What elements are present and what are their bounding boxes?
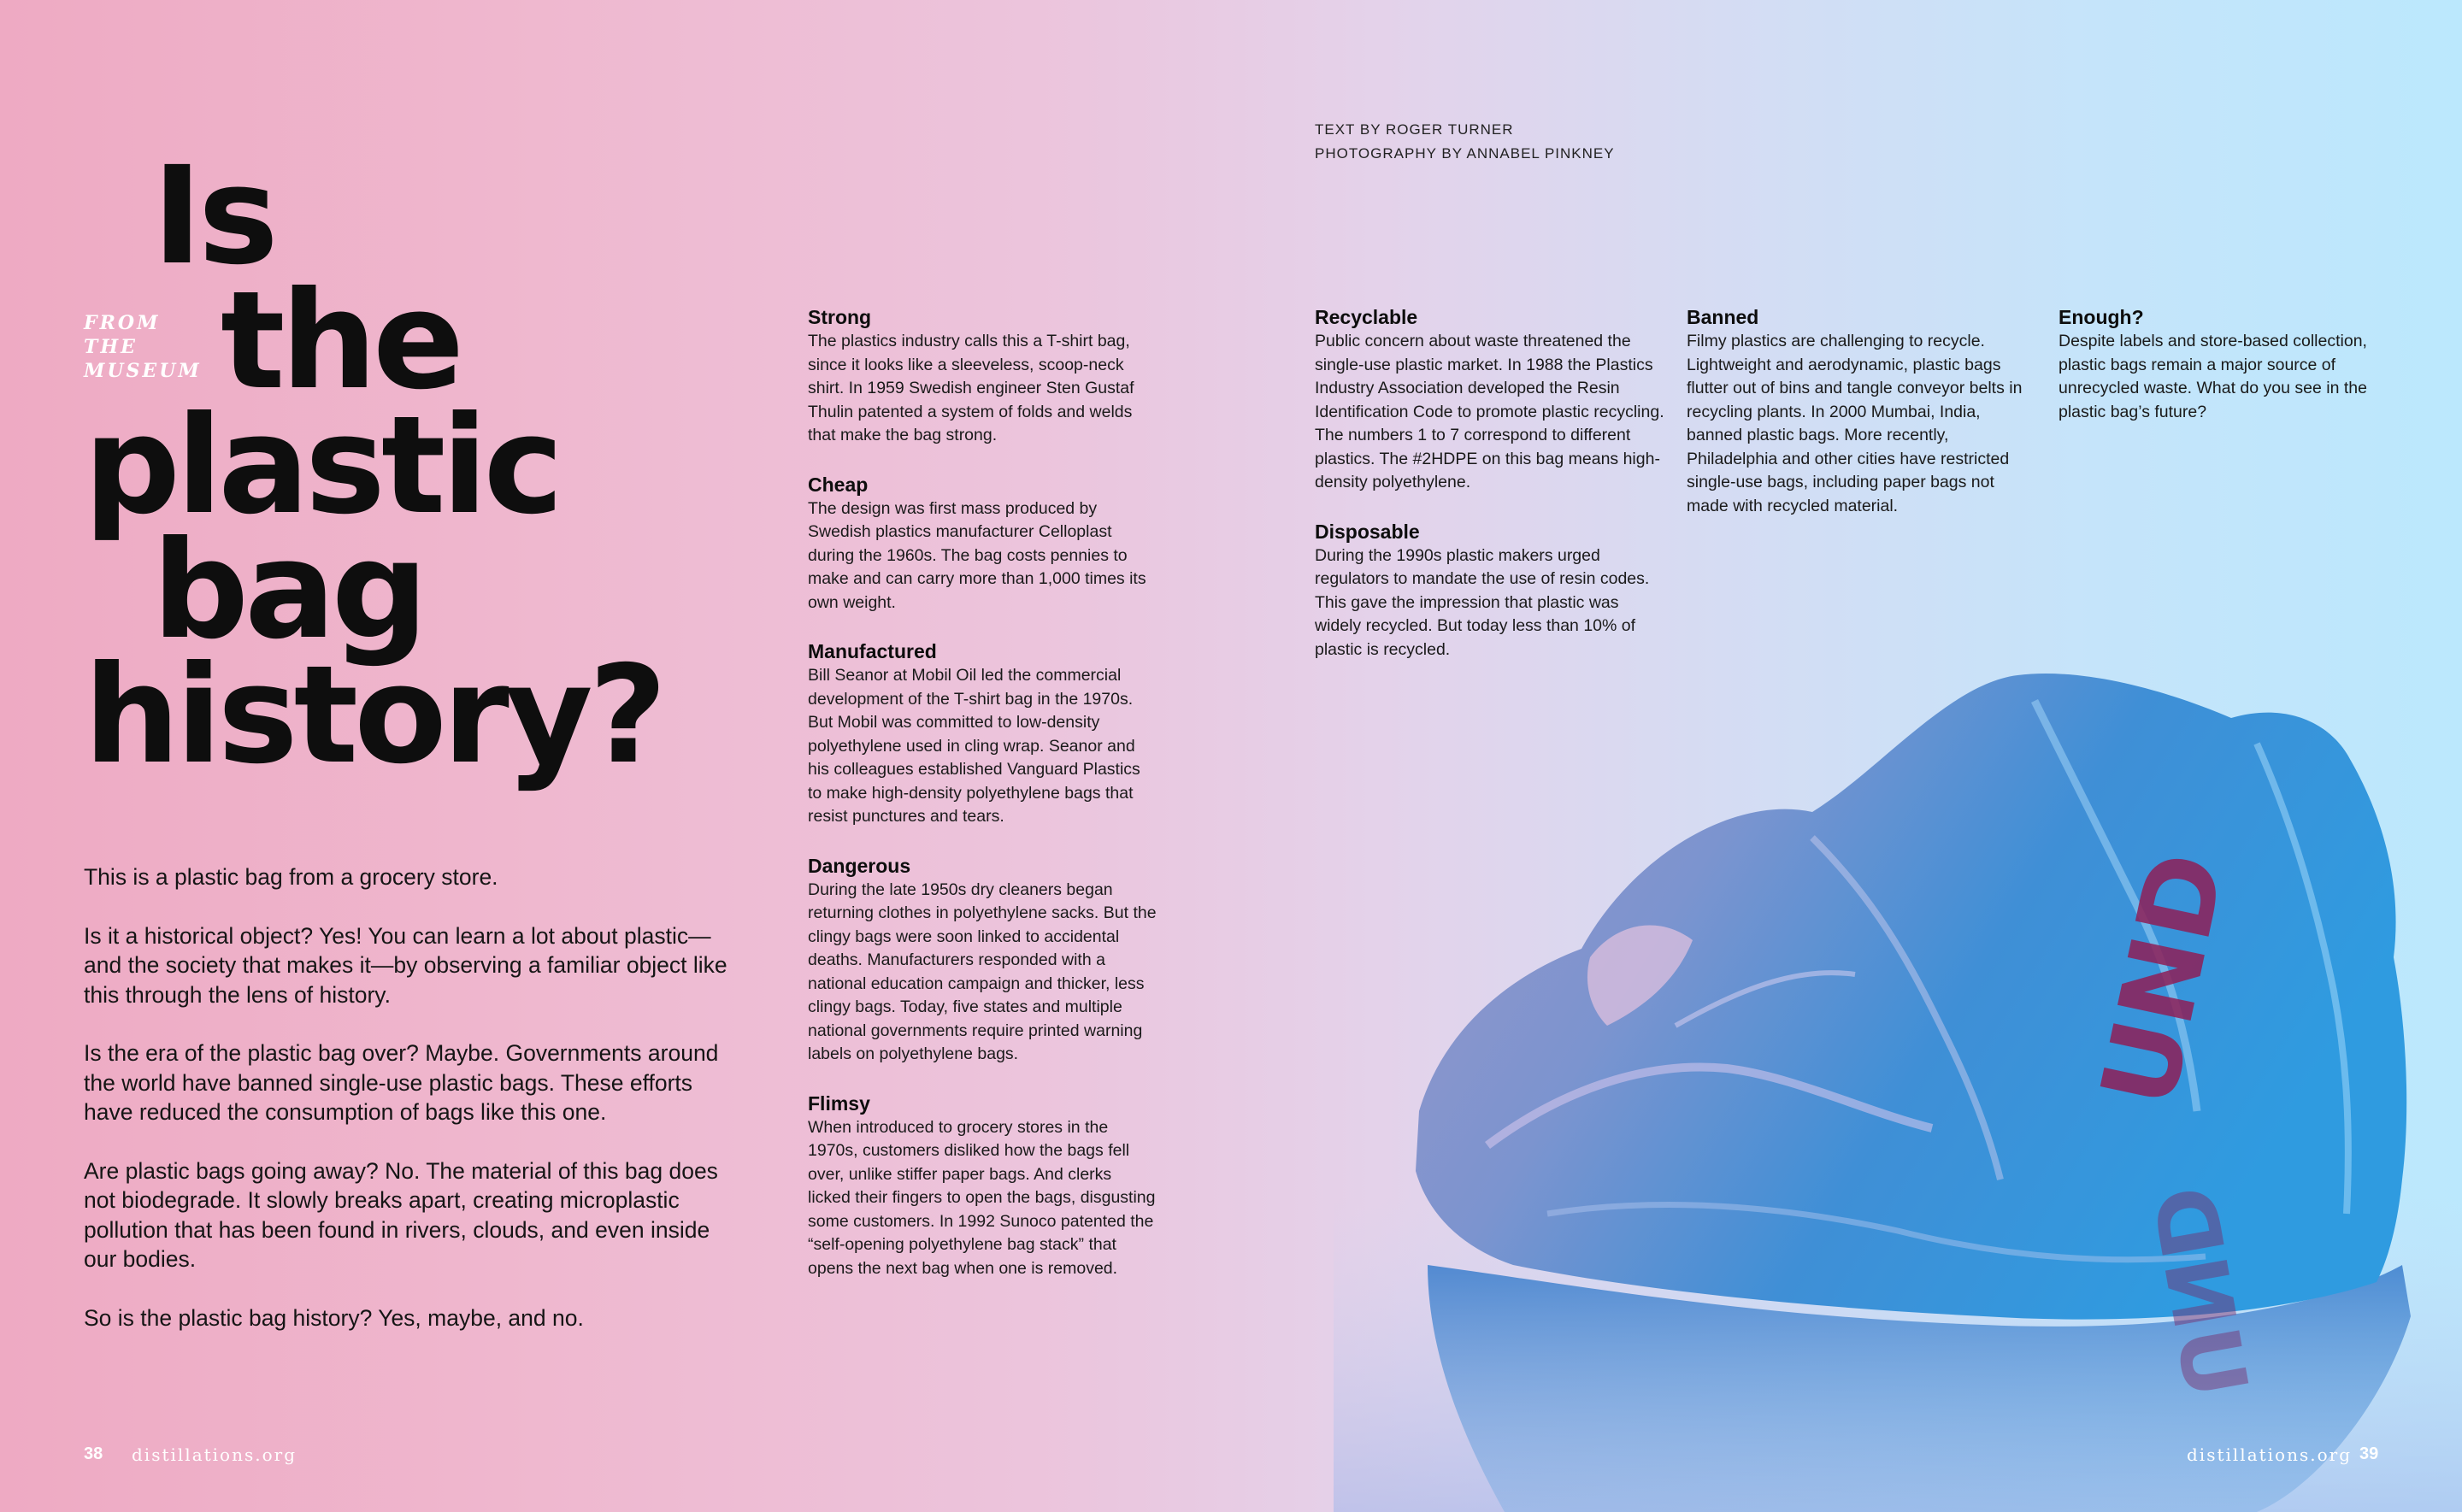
intro-paragraph: This is a plastic bag from a grocery store. xyxy=(84,864,498,890)
section-recyclable xyxy=(1315,304,1665,495)
section-cheap xyxy=(808,472,1158,615)
section-body: The plastics industry calls this a T-shirt bag, since it looks like a sleeveless, scoop-neck shirt. In 1959 Swedish engineer Sten Gustaf Thulin patented a system of folds and welds that make the bag strong. xyxy=(808,332,1134,444)
kicker-line: THE xyxy=(84,336,138,358)
section-body: The design was first mass produced by Swedish plastics manufacturer Celloplast during the 1960s. The bag costs pennies to make and can carry more than 1,000 times its own weight. xyxy=(808,498,1146,612)
page-number-left: 38 xyxy=(84,1444,103,1463)
site-url-right: distillations.org xyxy=(2187,1444,2352,1465)
byline xyxy=(1315,118,1615,166)
section-disposable xyxy=(1315,519,1665,662)
article-column xyxy=(2059,304,2392,448)
section-body: Public concern about waste threatened the single-use plastic market. In 1988 the Plastics Industry Association developed the Resin Identification Code to promote plastic recycling. The numbers 1 to 7 correspond to different plastics. The #2HDPE on this bag means high-density polyethylene. xyxy=(1315,332,1664,491)
section-manufactured xyxy=(808,638,1158,829)
section-body: Bill Seanor at Mobil Oil led the commercial development of the T-shirt bag in the 1970s. But Mobil was committed to low-density polyethylene used in cling wrap. Seanor and his colleagues established Vanguard Plastics to make high-density polyethylene bags that resist punctures and tears. xyxy=(808,666,1140,826)
article-column xyxy=(1315,304,1665,685)
section-heading: Manufactured xyxy=(808,640,937,662)
title-line: the xyxy=(221,262,461,420)
kicker-line: MUSEUM xyxy=(84,360,202,382)
intro-paragraph: Is it a historical object? Yes! You can learn a lot about plastic—and the society that makes it—by observing a familiar object like this through the lens of history. xyxy=(84,922,727,1008)
intro-paragraph: So is the plastic bag history? Yes, maybe, and no. xyxy=(84,1304,584,1331)
section-heading: Banned xyxy=(1687,306,1759,328)
section-dangerous xyxy=(808,853,1158,1067)
section-strong xyxy=(808,304,1158,448)
site-url-left: distillations.org xyxy=(132,1444,297,1465)
kicker-line: FROM xyxy=(84,312,161,334)
section-flimsy xyxy=(808,1091,1158,1281)
section-heading: Enough? xyxy=(2059,306,2144,328)
section-heading: Strong xyxy=(808,306,872,328)
section-heading: Recyclable xyxy=(1315,306,1418,328)
photo-credit: PHOTOGRAPHY BY ANNABEL PINKNEY xyxy=(1315,145,1615,162)
intro-text xyxy=(84,862,733,1362)
intro-paragraph: Are plastic bags going away? No. The material of this bag does not biodegrade. It slowly breaks apart, creating microplastic pollution that has been found in rivers, clouds, and even inside our bodies. xyxy=(84,1157,718,1272)
section-body: Filmy plastics are challenging to recycle. Lightweight and aerodynamic, plastic bags flutter out of bins and tangle conveyor belts in recycling plants. In 2000 Mumbai, India, banned plastic bags. More recently, Philadelphia and other cities have restricted single-use bags, including paper bags not made with recycled material. xyxy=(1687,332,2023,515)
section-body: During the late 1950s dry cleaners began returning clothes in polyethylene sacks. But the clingy bags were soon linked to accidental deaths. Manufacturers responded with a national education campaign and thicker, less clingy bags. Today, five states and multiple national governments require printed warning labels on polyethylene bags. xyxy=(808,880,1157,1063)
title-line: bag xyxy=(152,512,424,669)
page-number-right: 39 xyxy=(2359,1444,2379,1463)
section-banned xyxy=(1687,304,2037,518)
plastic-bag-photo xyxy=(1334,667,2462,1512)
article-column xyxy=(1687,304,2037,542)
section-heading: Dangerous xyxy=(808,854,911,877)
section-heading: Flimsy xyxy=(808,1091,870,1115)
bag-print-text: UND xyxy=(2079,843,2249,1117)
section-enough xyxy=(2059,304,2392,424)
title-line: history? xyxy=(84,637,663,794)
text-credit: TEXT BY ROGER TURNER xyxy=(1315,121,1514,138)
article-column xyxy=(808,304,1158,1304)
section-heading: Cheap xyxy=(808,473,869,496)
title-line: Is xyxy=(152,138,274,295)
page-title xyxy=(84,138,699,794)
section-body: During the 1990s plastic makers urged regulators to mandate the use of resin codes. This gave the impression that plastic was widely recycled. But today less than 10% of plastic is recycled. xyxy=(1315,545,1650,659)
section-body: When introduced to grocery stores in the 1970s, customers disliked how the bags fell over, unlike stiffer paper bags. And clerks licked their fingers to open the bags, disgusting some customers. In 1992 Sunoco patented the “self-opening polyethylene bag stack” that opens the next bag when one is removed. xyxy=(808,1117,1156,1278)
section-body: Despite labels and store-based collection, plastic bags remain a major source of unrecycled waste. What do you see in the plastic bag’s future? xyxy=(2059,332,2367,421)
intro-paragraph: Is the era of the plastic bag over? Maybe. Governments around the world have banned single-use plastic bags. These efforts have reduced the consumption of bags like this one. xyxy=(84,1040,719,1125)
title-line: plastic xyxy=(84,387,560,544)
bag-print-reflection: UND xyxy=(2131,1179,2267,1406)
section-heading: Disposable xyxy=(1315,520,1420,543)
